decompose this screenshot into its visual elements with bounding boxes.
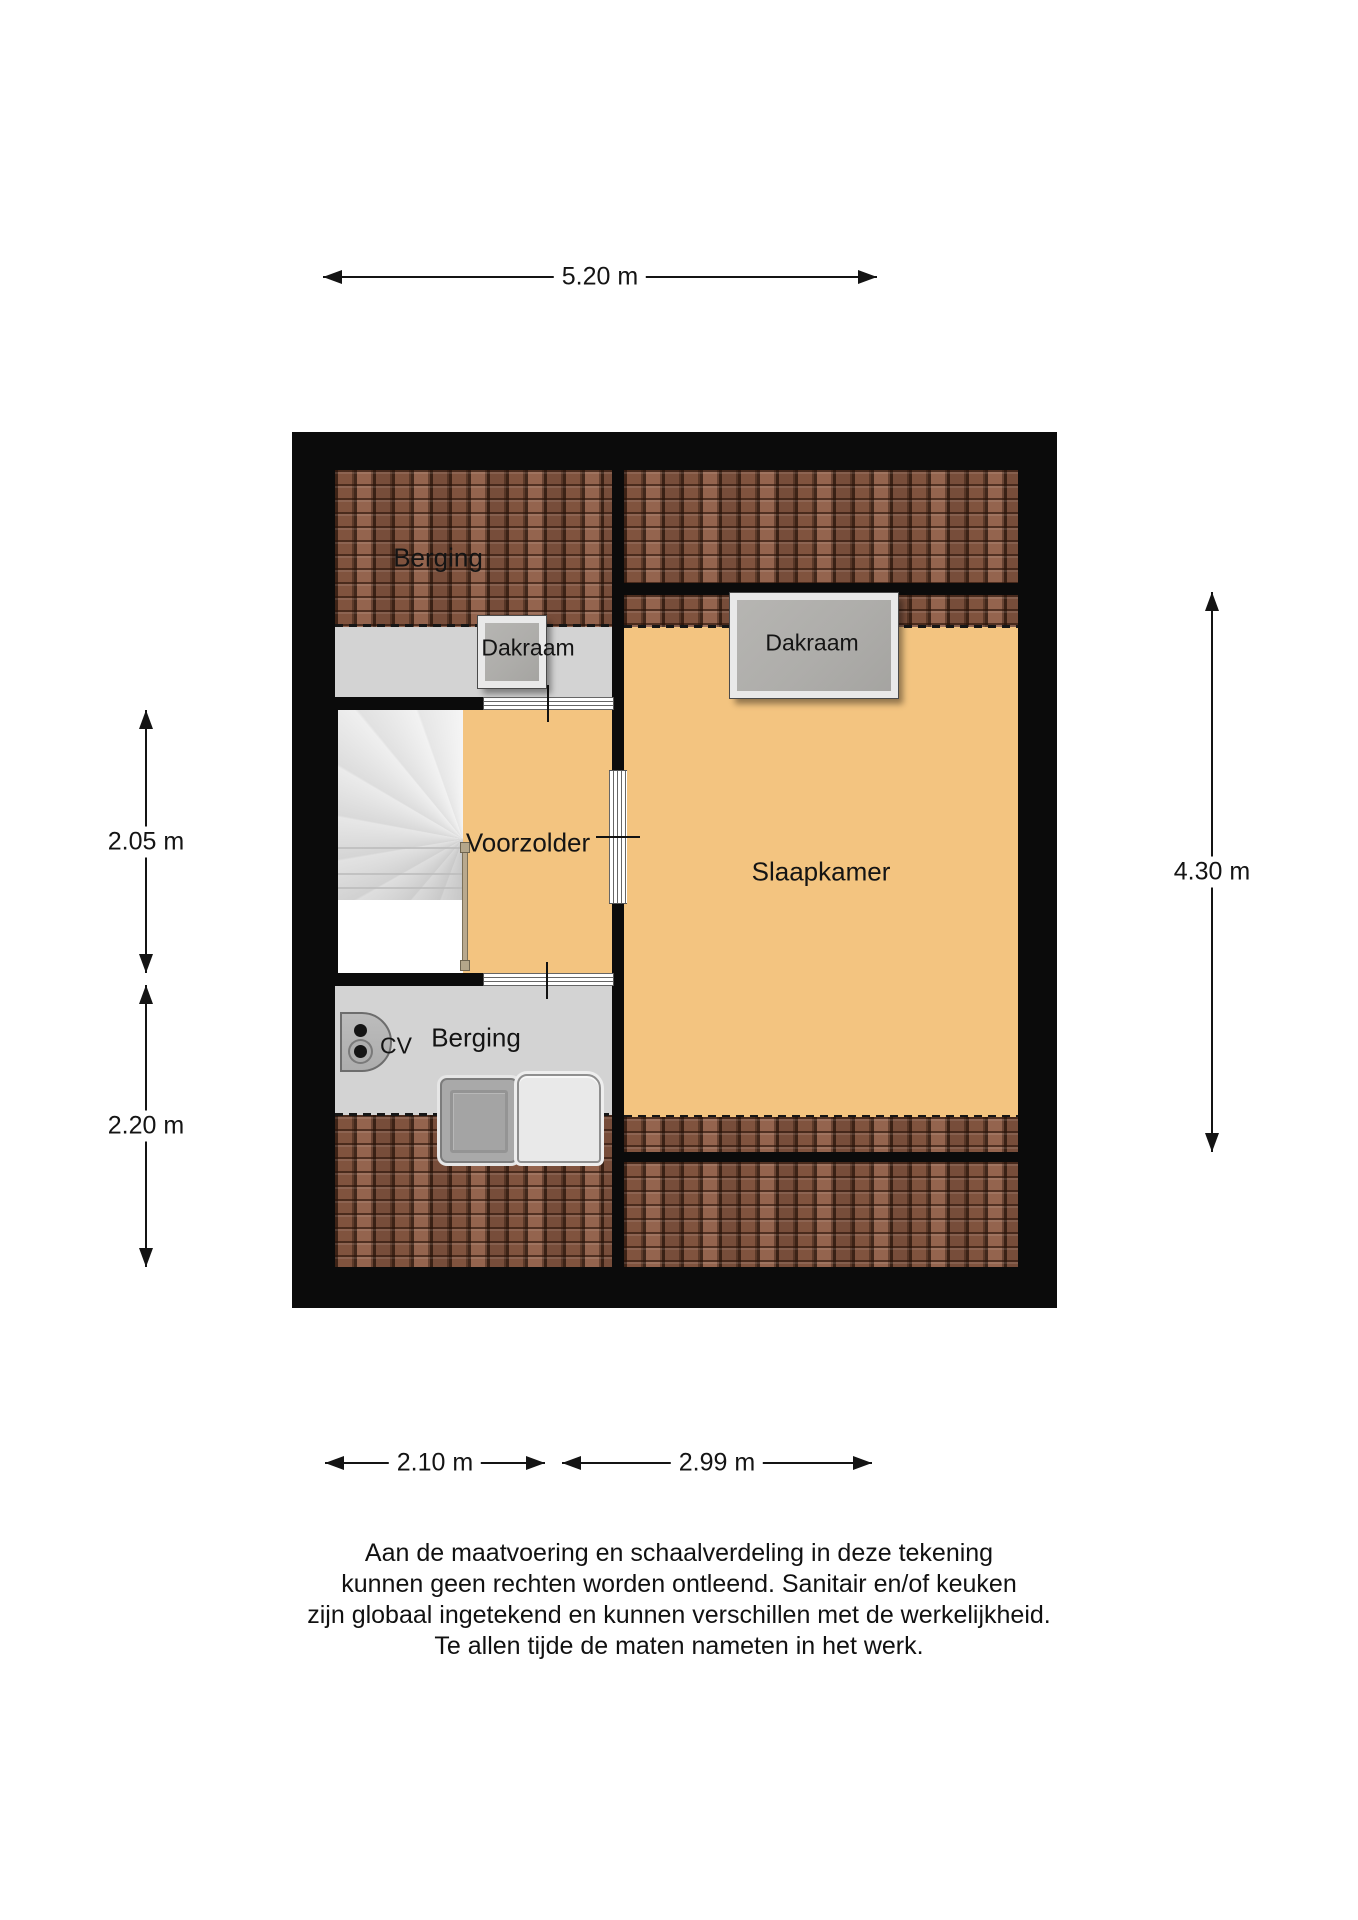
stair-tread-line — [338, 873, 463, 875]
cv-boiler-knob — [354, 1045, 367, 1058]
stair-tread-line — [338, 847, 463, 849]
knee-wall-dashed-line-top-left — [335, 624, 612, 627]
arrow-right-icon — [853, 1456, 872, 1470]
arrow-up-icon — [139, 985, 153, 1004]
opening-tick — [547, 685, 549, 722]
dimension-bottom-right-label: 2.99 m — [671, 1448, 763, 1479]
dimension-right-label: 4.30 m — [1166, 857, 1258, 888]
dimension-left-upper — [107, 710, 185, 973]
room-label-dakraam-right: Dakraam — [765, 629, 859, 656]
floor-plan — [292, 432, 1057, 1308]
arrow-right-icon — [526, 1456, 545, 1470]
dimension-left-lower — [107, 985, 185, 1267]
wall-berging-top — [335, 697, 483, 710]
roof-area-top-right — [624, 470, 1018, 583]
washing-machine-drum — [450, 1090, 508, 1153]
stairwell-void — [338, 900, 463, 973]
dimension-bottom-left-label: 2.10 m — [389, 1448, 481, 1479]
stair-railing-post — [460, 960, 470, 971]
berging-bottom-opening — [483, 973, 614, 986]
dimension-bottom-right — [562, 1449, 872, 1477]
disclaimer-line: zijn globaal ingetekend en kunnen verschillen met de werkelijkheid. — [307, 1601, 1051, 1629]
room-label-berging-top: Berging — [393, 542, 483, 573]
dryer-cabinet — [517, 1074, 601, 1163]
dimension-right — [1173, 592, 1251, 1152]
dimension-left-lower-label: 2.20 m — [100, 1111, 192, 1142]
roof-strip-right-bottom — [624, 1117, 1018, 1152]
arrow-left-icon — [325, 1456, 344, 1470]
arrow-up-icon — [139, 710, 153, 729]
wall-berging-bottom — [335, 973, 483, 986]
room-label-voorzolder: Voorzolder — [465, 827, 591, 858]
disclaimer-line: Aan de maatvoering en schaalverdeling in deze tekening — [364, 1539, 994, 1567]
floor-plan-interior — [335, 470, 1018, 1267]
opening-tick — [546, 962, 548, 999]
stair-tread-line — [338, 887, 463, 889]
disclaimer-line: kunnen geen rechten worden ontleend. Sanitair en/of keuken — [341, 1570, 1017, 1598]
room-label-slaapkamer: Slaapkamer — [751, 856, 891, 887]
wall-horizontal-right-bottom — [624, 1152, 1018, 1162]
opening-tick — [596, 836, 640, 838]
arrow-down-icon — [139, 1248, 153, 1267]
disclaimer-text — [0, 1538, 1358, 1662]
dimension-top — [323, 263, 877, 291]
cv-boiler-knob — [354, 1024, 367, 1037]
roof-area-bottom-right — [624, 1162, 1018, 1267]
arrow-up-icon — [1205, 592, 1219, 611]
disclaimer-line: Te allen tijde de maten nameten in het werk. — [434, 1632, 924, 1660]
arrow-right-icon — [858, 270, 877, 284]
dimension-left-upper-label: 2.05 m — [100, 826, 192, 857]
arrow-left-icon — [323, 270, 342, 284]
washing-machine — [440, 1078, 518, 1163]
arrow-left-icon — [562, 1456, 581, 1470]
stairs — [338, 710, 463, 900]
room-label-dakraam-left: Dakraam — [481, 634, 575, 661]
room-label-cv: CV — [380, 1032, 412, 1059]
dimension-bottom-left — [325, 1449, 545, 1477]
arrow-down-icon — [1205, 1133, 1219, 1152]
room-label-berging-bottom: Berging — [431, 1022, 521, 1053]
dimension-top-label: 5.20 m — [554, 262, 646, 293]
stair-railing — [462, 844, 468, 970]
arrow-down-icon — [139, 954, 153, 973]
